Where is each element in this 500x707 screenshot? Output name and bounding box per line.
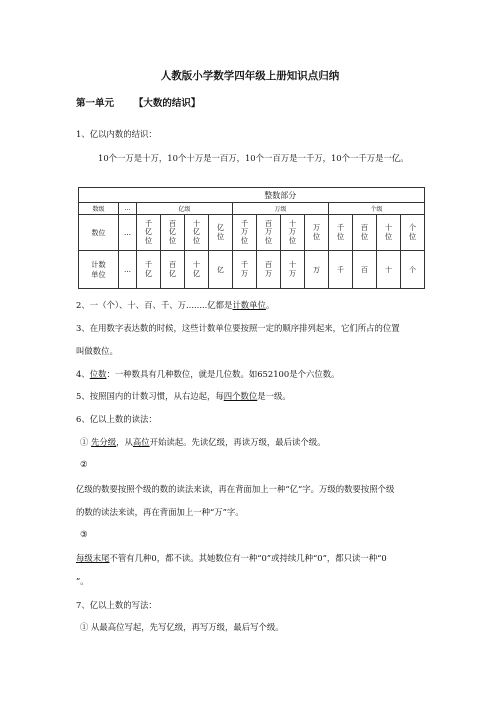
- unit-label: 第一单元: [76, 98, 115, 109]
- count-unit-label-cell: [79, 251, 119, 289]
- section-6-rule-1: [80, 436, 326, 448]
- position-text: 百万位: [264, 218, 273, 245]
- count-unit-cell: 万: [305, 251, 329, 289]
- rule-3-term: 每级末尾: [76, 553, 110, 563]
- rule-1-text: 开始读起。先读亿级，再读万级，最后读个级。: [149, 437, 326, 447]
- position-text: 千位: [336, 223, 345, 241]
- position-label: 数位: [79, 215, 119, 251]
- rule-3-line-1: [76, 552, 387, 564]
- section-5-term: 四个数位: [223, 391, 258, 401]
- section-3-line-2: 叫做数位。: [76, 346, 118, 356]
- rule-3-line-2: ”。: [76, 576, 89, 586]
- section-2-end: 。: [265, 300, 275, 310]
- count-unit-text: 十亿: [192, 260, 201, 278]
- level-ellipsis: …: [119, 203, 137, 215]
- position-cell: [161, 215, 185, 251]
- position-text: 百位: [360, 223, 369, 241]
- section-5: [76, 390, 291, 402]
- section-2-text: 2、一（个）、十、百、千、万........亿都是: [76, 300, 233, 310]
- section-1-heading: 1、亿以内数的结识：: [76, 129, 157, 139]
- section-1-line: 10个一万是十万，10个十万是一百万，10个一百万是一千万，10个一千万是一亿。: [98, 153, 409, 163]
- rule-2-line-1: 亿级的数要按照个级的数的读法来读，再在背面加上一种“亿”字。万级的数要按照个级: [76, 484, 395, 494]
- count-unit-ellipsis: …: [119, 251, 137, 289]
- level-label: 数级: [79, 203, 119, 215]
- position-cell: [209, 215, 233, 251]
- level-yi: 亿级: [137, 203, 233, 215]
- table-corner: [79, 188, 137, 203]
- section-3-line-1: 3、在用数字表达数的时候，这些计数单位要按照一定的顺序排列起来，它们所占的位置: [76, 323, 400, 333]
- section-7-heading: 7、亿以上数的写法：: [76, 600, 157, 610]
- section-4: [76, 368, 339, 380]
- section-6-heading: 6、亿以上数的读法：: [76, 414, 157, 424]
- count-unit-cell: [257, 251, 281, 289]
- section-4-text: ：一种数具有几种数位，就是几位数。如652100是个六位数。: [106, 369, 340, 379]
- count-unit-cell: [137, 251, 161, 289]
- position-cell: [401, 215, 425, 251]
- position-text: 百亿位: [168, 218, 177, 245]
- count-unit-cell: 百: [353, 251, 377, 289]
- rule-1-term-1: 先分级: [91, 437, 117, 447]
- position-text: 十亿位: [192, 218, 201, 245]
- section-2-term: 计数单位: [232, 300, 266, 310]
- count-unit-text: 千万: [240, 260, 249, 278]
- position-text: 万位: [312, 223, 321, 241]
- unit-heading: [76, 95, 200, 109]
- count-unit-label: 计数单位: [91, 259, 106, 279]
- position-cell: [233, 215, 257, 251]
- count-unit-text: 十万: [288, 260, 297, 278]
- count-unit-text: 千亿: [144, 260, 153, 278]
- rule-3-marker: ③: [80, 529, 88, 539]
- rule-1-mid: ，从: [116, 437, 133, 447]
- section-5-text: 5、按照国内的计数习惯，从右边起，每: [76, 391, 224, 401]
- count-unit-cell: [233, 251, 257, 289]
- rule-2-marker: ②: [80, 459, 88, 469]
- count-unit-cell: 十: [377, 251, 401, 289]
- rule-3-text: 不管有几种0，都不读。其她数位有一种“0”或持续几种“0”，都只读一种“0: [109, 553, 387, 563]
- position-cell: [281, 215, 305, 251]
- rule-2-line-2: 的数的读法来读，再在背面加上一种“万”字。: [76, 507, 244, 517]
- rule-1-term-2: 高位: [132, 437, 150, 447]
- section-2: [76, 299, 274, 311]
- position-text: 十万位: [288, 218, 297, 245]
- document-title: 人教版小学数学四年级上册知识点归纳: [160, 70, 340, 82]
- position-text: 亿位: [216, 223, 225, 241]
- count-unit-cell: [161, 251, 185, 289]
- position-text: 千万位: [240, 218, 249, 245]
- section-4-number: 4、: [76, 369, 90, 379]
- level-wan: 万级: [233, 203, 329, 215]
- count-unit-cell: [185, 251, 209, 289]
- position-text: 个位: [408, 223, 417, 241]
- unit-name: 【大数的结识】: [133, 98, 201, 109]
- position-cell: [329, 215, 353, 251]
- table-header: 整数部分: [137, 188, 425, 203]
- position-ellipsis: …: [119, 215, 137, 251]
- rule-1-marker: ①: [80, 437, 89, 447]
- place-value-table: [78, 187, 425, 289]
- position-cell: [377, 215, 401, 251]
- count-unit-cell: 个: [401, 251, 425, 289]
- section-7-rule-1: ① 从最高位写起，先写亿级，再写万级，最后写个级。: [80, 622, 284, 632]
- position-cell: [305, 215, 329, 251]
- position-cell: [185, 215, 209, 251]
- count-unit-cell: 亿: [209, 251, 233, 289]
- position-cell: [137, 215, 161, 251]
- count-unit-cell: [281, 251, 305, 289]
- section-5-end: 是一级。: [257, 391, 291, 401]
- position-cell: [257, 215, 281, 251]
- position-text: 千亿位: [144, 218, 153, 245]
- position-text: 十位: [384, 223, 393, 241]
- count-unit-cell: 千: [329, 251, 353, 289]
- count-unit-text: 百亿: [168, 260, 177, 278]
- section-4-term: 位数: [89, 369, 107, 379]
- count-unit-text: 百万: [264, 260, 273, 278]
- level-ge: 个级: [329, 203, 425, 215]
- position-cell: [353, 215, 377, 251]
